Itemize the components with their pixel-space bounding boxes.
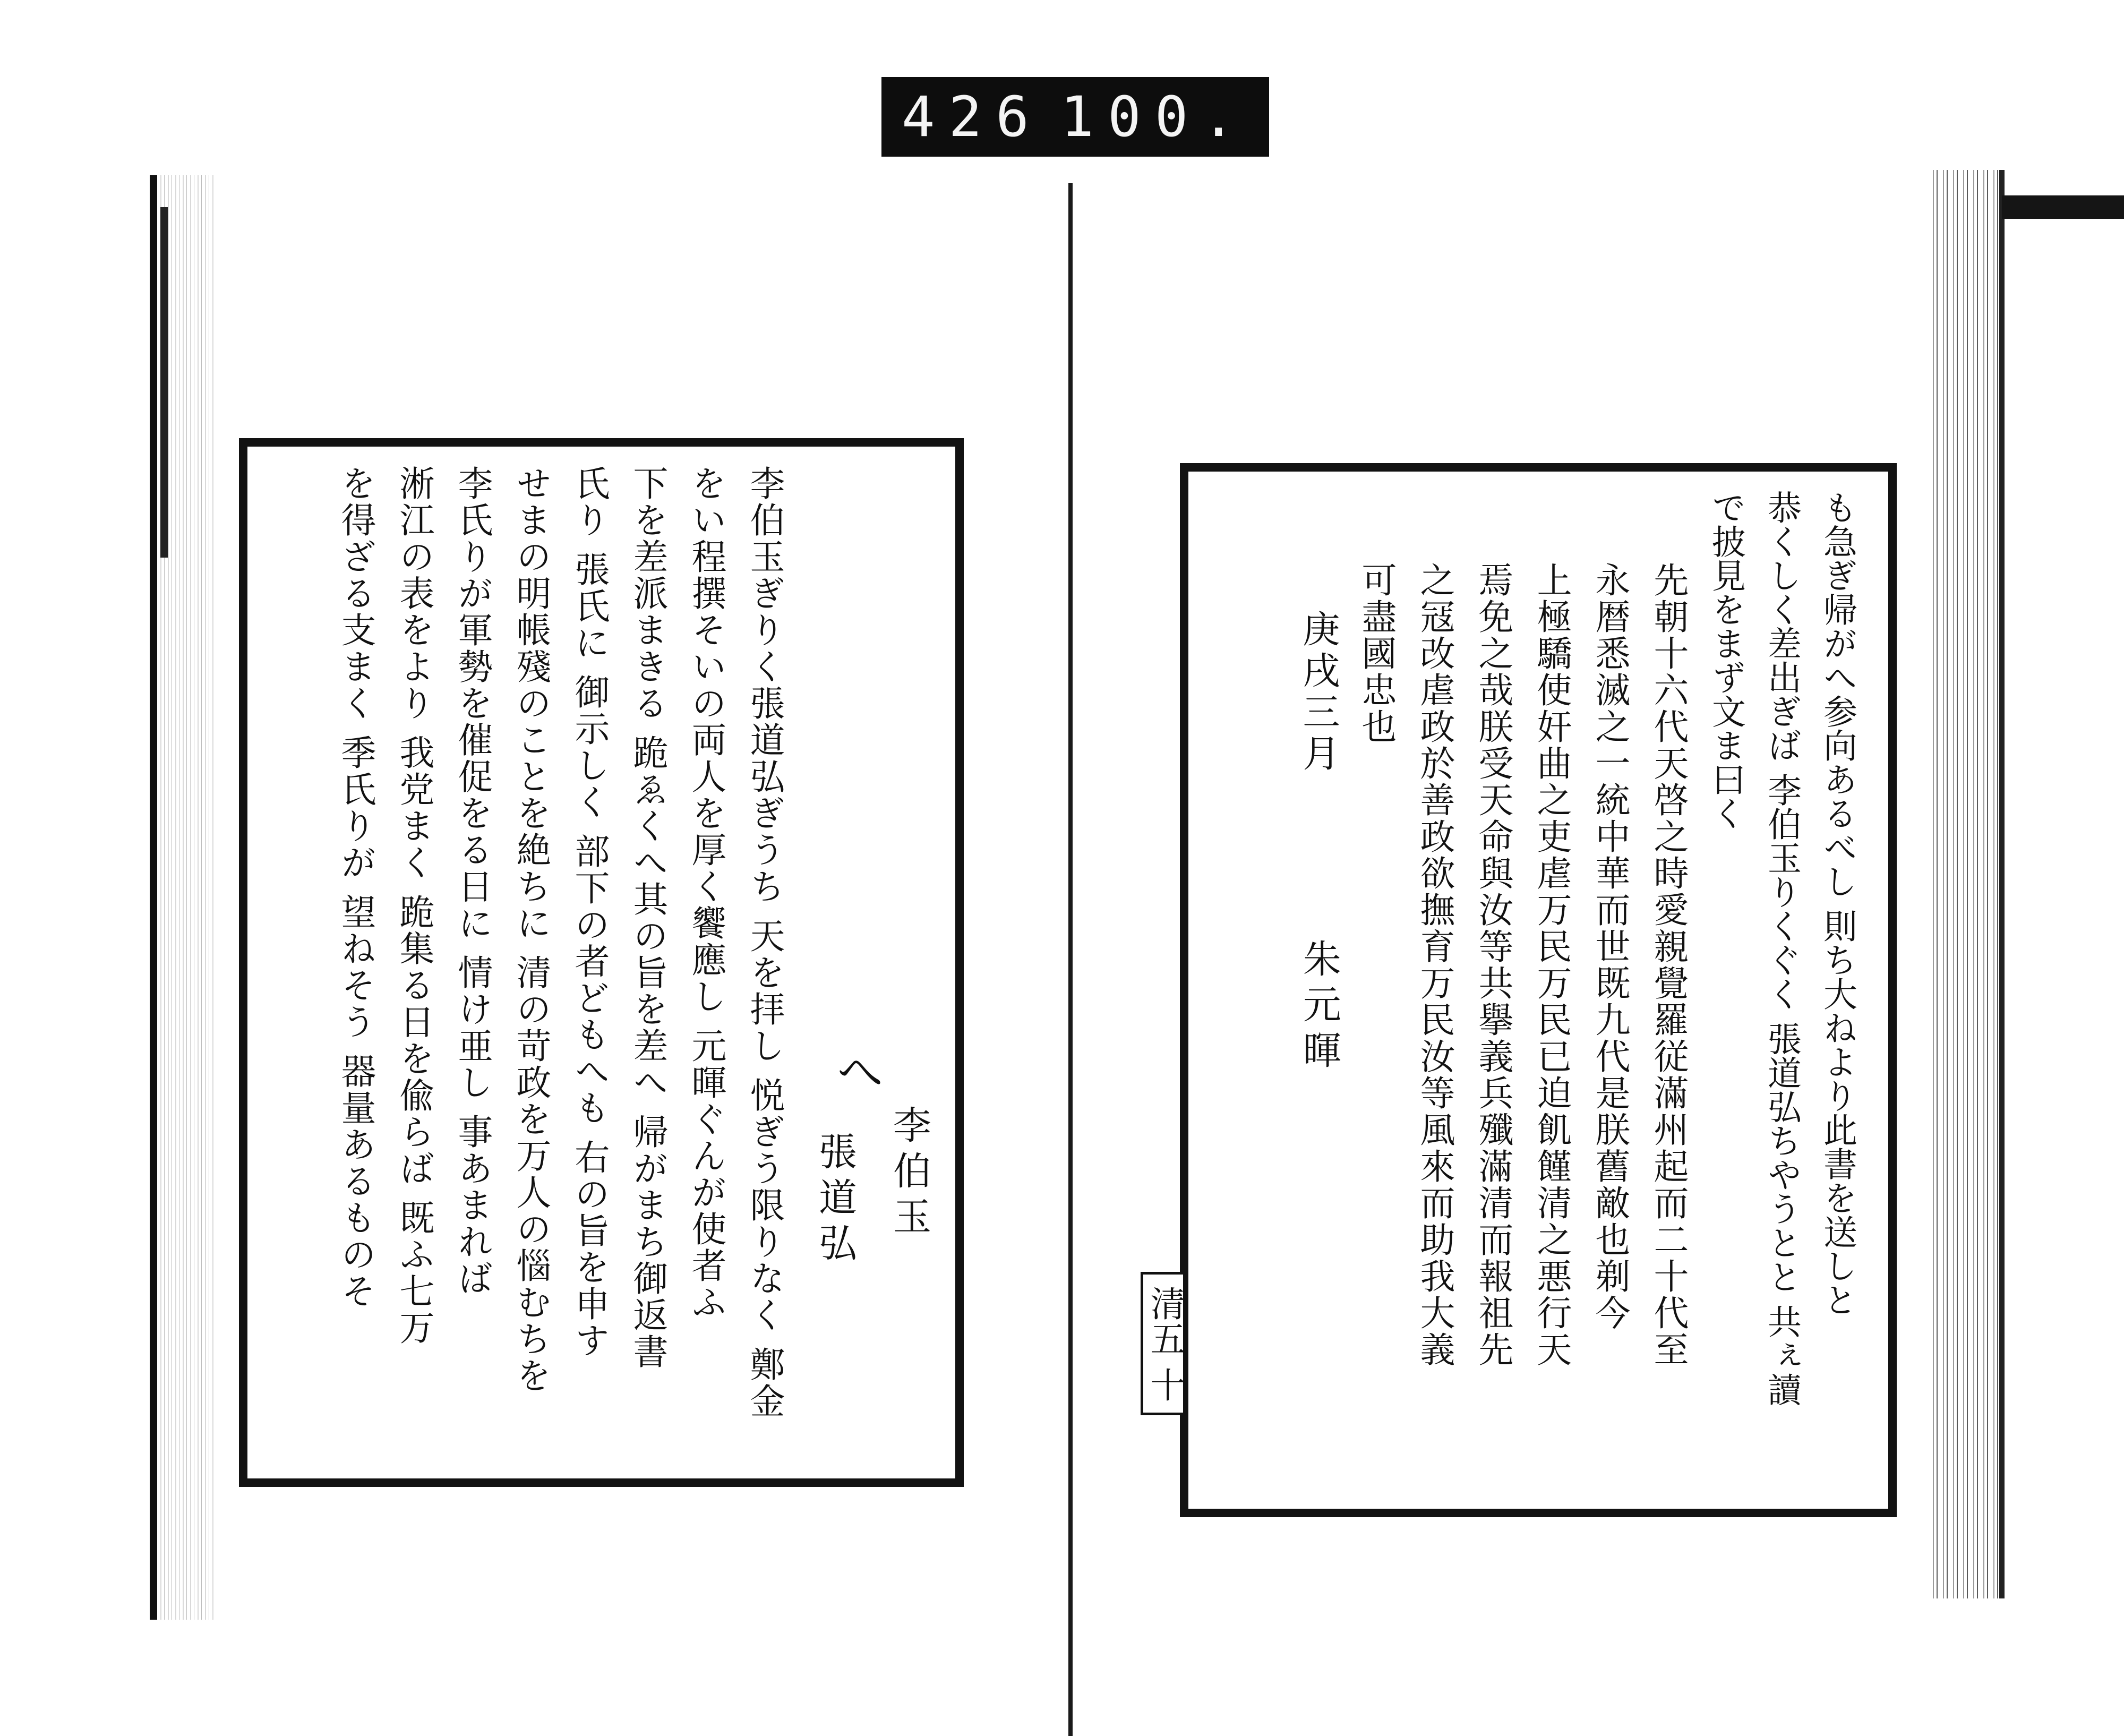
addressee-name: 李伯玉 <box>887 1105 931 1242</box>
addressee-name: 張道弘 <box>812 1132 857 1269</box>
text-column: 下を差派まきる 跪ゑくへ其の旨を差へ 帰がまち御返書 <box>627 465 668 1370</box>
text-column: 淅江の表をより 我党まく 跪集る日を偸らば 既ふ七万 <box>393 465 434 1346</box>
right-page-panel <box>1180 463 1897 1517</box>
text-column: 先朝十六代天啓之時愛親覺羅従滿州起而二十代至 <box>1648 562 1689 1368</box>
text-column: 恭くしく差出ぎば 李伯玉りくぐく 張道弘ちやうとと 共ぇ讀 <box>1762 490 1801 1407</box>
text-column: 氏り 張氏に 御示しく 部下の者どもへも 右の旨を申す <box>569 465 610 1359</box>
text-column: せまの明帳殘のことを絶ちに 清の苛政を万人の惱むちを <box>510 465 551 1394</box>
text-column: 可盡國忠也 <box>1356 562 1397 745</box>
right-edge-tab <box>2002 195 2124 219</box>
left-book-edge <box>150 175 216 1620</box>
text-column: も急ぎ帰がへ参向あるべし 則ち大ねより此書を送しと <box>1818 490 1857 1317</box>
text-column: 李伯玉ぎりく張道弘ぎうち 天を拝し 悦ぎう限りなく 鄭金 <box>744 465 785 1419</box>
frame-number: 426 <box>902 84 1043 149</box>
address-mark: へ <box>828 1047 884 1094</box>
signature: 朱元暉 <box>1297 939 1341 1076</box>
frame-reduction: 100. <box>1060 84 1249 149</box>
text-column: 上極驕使奸曲之吏虐万民万民已迫飢饉清之悪行天 <box>1531 562 1572 1368</box>
text-column: 之冦改虐政於善政欲撫育万民汝等風來而助我大義 <box>1414 562 1455 1368</box>
document-date: 庚戌三月 <box>1297 610 1340 775</box>
book-gutter-line <box>1068 183 1073 1736</box>
text-column: を得ざる支まく 季氏りが 望ねそう 器量あるものそ <box>335 465 376 1310</box>
text-column: 焉免之哉朕受天命與汝等共擧義兵殲滿清而報祖先 <box>1472 562 1513 1368</box>
text-column: 永暦悉滅之一統中華而世既九代是朕舊敵也剃今 <box>1589 562 1630 1331</box>
left-page-panel <box>239 438 964 1487</box>
text-column: 李氏りが軍勢を催促をる日に 情け亜し 事あまれば <box>452 465 493 1297</box>
text-column: で披見をまず文ま曰く <box>1706 490 1745 830</box>
right-book-edge <box>1930 170 2005 1598</box>
frame-number-label <box>881 77 1269 157</box>
page-number-tab: 清五 十 <box>1141 1272 1183 1415</box>
text-column: をい程撰そいの両人を厚く饗應し 元暉ぐんが使者ふ <box>686 465 726 1321</box>
